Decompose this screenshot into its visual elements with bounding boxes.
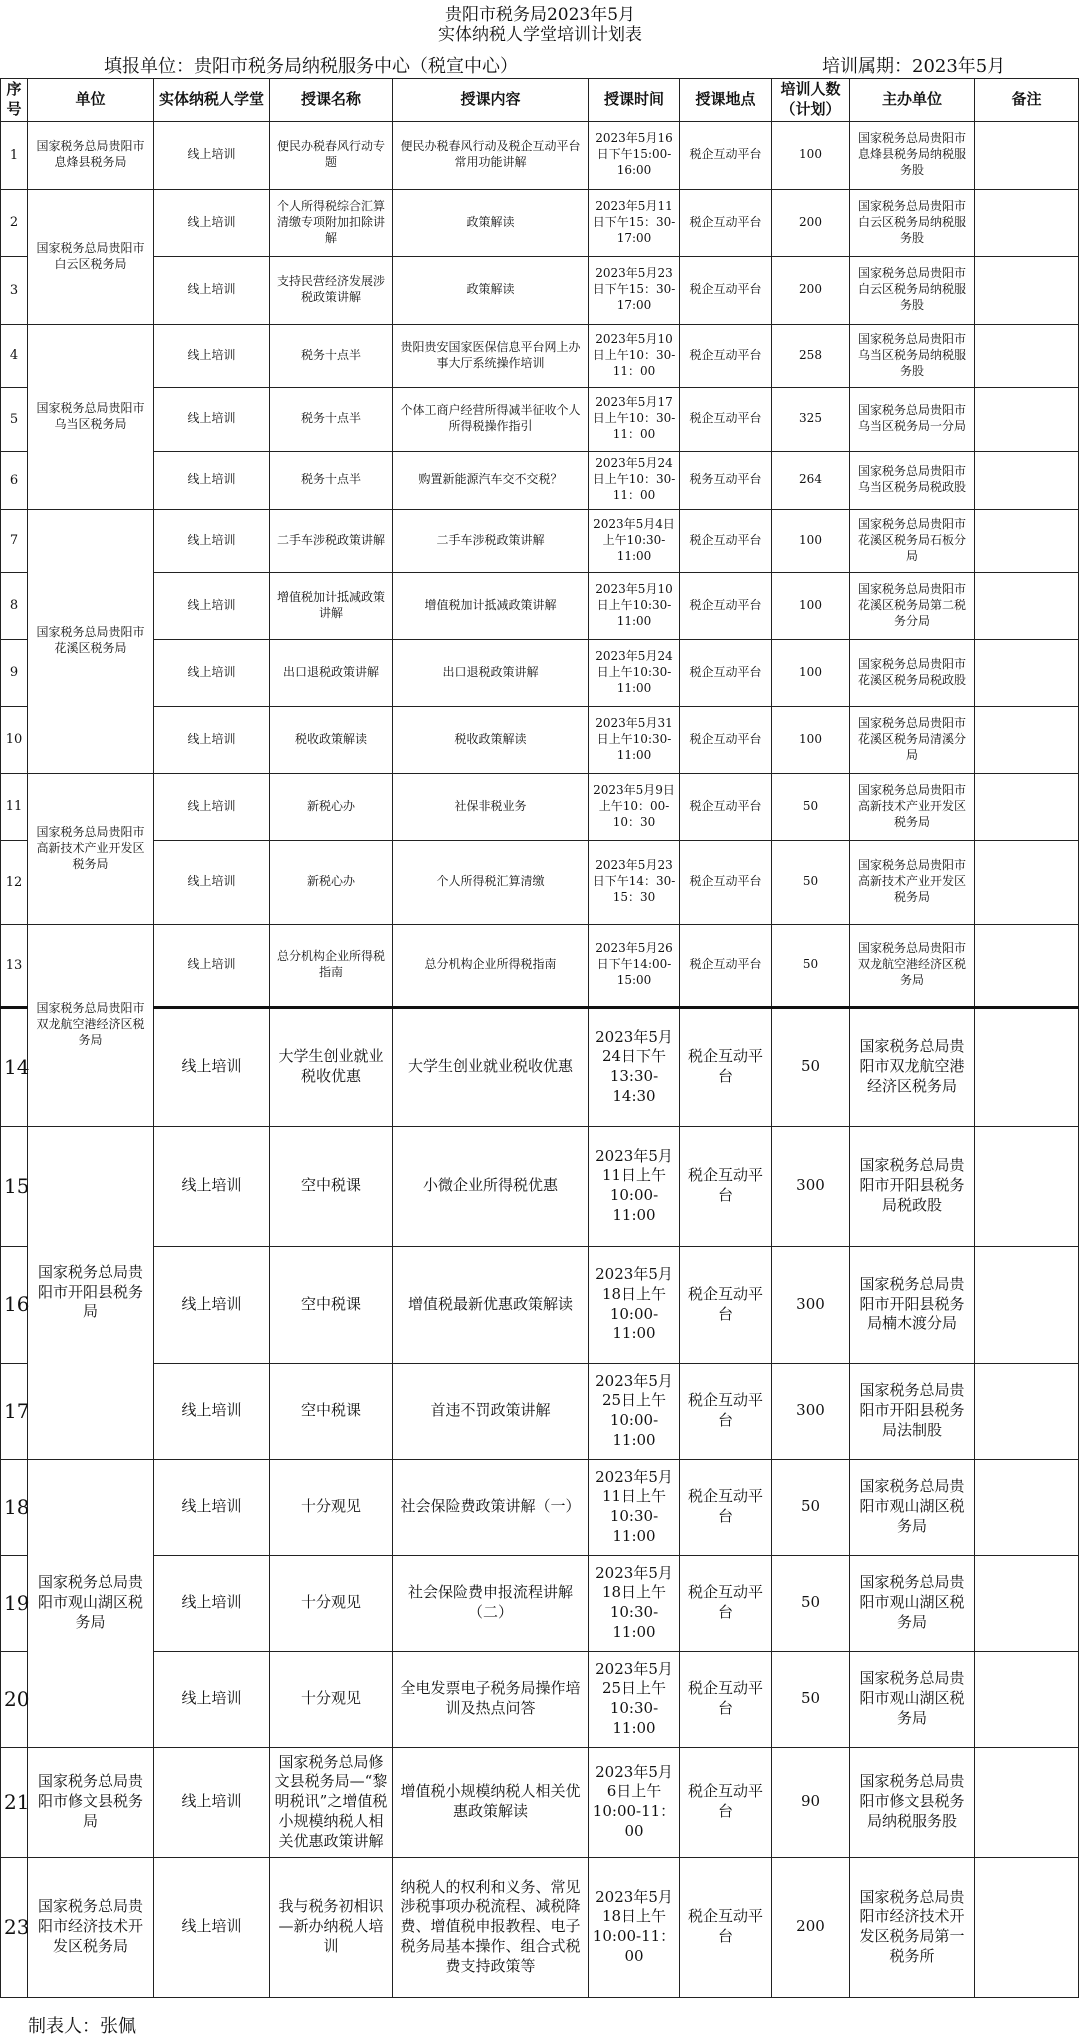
course-cell: 税收政策解读 (270, 706, 393, 773)
training-period: 培训属期：2023年5月 (822, 56, 1006, 77)
location-cell: 税企互动平台 (680, 1651, 772, 1747)
organizer-cell: 国家税务总局贵阳市开阳县税务局税政股 (850, 1126, 975, 1246)
location-cell: 税企互动平台 (680, 1246, 772, 1363)
location-cell: 税企互动平台 (680, 1747, 772, 1857)
time-cell: 2023年5月11日下午15：30-17:00 (589, 189, 680, 256)
header-school: 实体纳税人学堂 (154, 79, 270, 122)
header-location: 授课地点 (680, 79, 772, 122)
location-cell: 税企互动平台 (680, 706, 772, 773)
header-course: 授课名称 (270, 79, 393, 122)
course-cell: 税务十点半 (270, 387, 393, 451)
header-organizer: 主办单位 (850, 79, 975, 122)
remark-cell (975, 1246, 1079, 1363)
location-cell: 税企互动平台 (680, 509, 772, 572)
count-cell: 325 (772, 387, 850, 451)
time-cell: 2023年5月26日下午14:00-15:00 (589, 924, 680, 1007)
content-cell: 社保非税业务 (393, 773, 589, 840)
training-plan-table (0, 78, 1079, 1998)
location-cell: 税企互动平台 (680, 1126, 772, 1246)
school-cell: 线上培训 (154, 1126, 270, 1246)
organizer-cell: 国家税务总局贵阳市花溪区税务局税政股 (850, 639, 975, 706)
course-cell: 二手车涉税政策讲解 (270, 509, 393, 572)
course-cell: 十分观见 (270, 1555, 393, 1651)
time-cell: 2023年5月18日上午10:00-11:00 (589, 1246, 680, 1363)
location-cell: 税企互动平台 (680, 189, 772, 256)
time-cell: 2023年5月23日下午15：30-17:00 (589, 256, 680, 324)
content-cell: 购置新能源汽车交不交税？ (393, 451, 589, 509)
count-cell: 200 (772, 1857, 850, 1997)
location-cell: 税企互动平台 (680, 1857, 772, 1997)
content-cell: 增值税最新优惠政策解读 (393, 1246, 589, 1363)
header-row (1, 79, 1079, 122)
course-cell: 我与税务初相识—新办纳税人培训 (270, 1857, 393, 1997)
location-cell: 税企互动平台 (680, 572, 772, 639)
row-number: 18 (1, 1459, 28, 1555)
remark-cell (975, 572, 1079, 639)
row-number: 4 (1, 324, 28, 387)
row-number: 7 (1, 509, 28, 572)
content-cell: 税收政策解读 (393, 706, 589, 773)
title-line-1: 贵阳市税务局2023年5月 (444, 5, 636, 25)
row-number: 6 (1, 451, 28, 509)
time-cell: 2023年5月16日下午15:00-16:00 (589, 121, 680, 189)
organizer-cell: 国家税务总局贵阳市开阳县税务局法制股 (850, 1363, 975, 1459)
header-unit: 单位 (28, 79, 154, 122)
table-row (1, 387, 1079, 451)
course-cell: 支持民营经济发展涉税政策讲解 (270, 256, 393, 324)
course-cell: 新税心办 (270, 840, 393, 924)
course-cell: 总分机构企业所得税指南 (270, 924, 393, 1007)
row-number: 3 (1, 256, 28, 324)
school-cell: 线上培训 (154, 1246, 270, 1363)
unit-cell: 国家税务总局贵阳市修文县税务局 (28, 1747, 154, 1857)
table-row (1, 1126, 1079, 1246)
table-row (1, 1555, 1079, 1651)
content-cell: 全电发票电子税务局操作培训及热点问答 (393, 1651, 589, 1747)
content-cell: 个体工商户经营所得减半征收个人所得税操作指引 (393, 387, 589, 451)
unit-cell: 国家税务总局贵阳市乌当区税务局 (28, 324, 154, 509)
table-row (1, 1651, 1079, 1747)
time-cell: 2023年5月11日上午10:30-11:00 (589, 1459, 680, 1555)
time-cell: 2023年5月18日上午10:00-11：00 (589, 1857, 680, 1997)
location-cell: 税企互动平台 (680, 1363, 772, 1459)
organizer-cell: 国家税务总局贵阳市修文县税务局纳税服务股 (850, 1747, 975, 1857)
unit-cell: 国家税务总局贵阳市花溪区税务局 (28, 509, 154, 773)
unit-cell: 国家税务总局贵阳市高新技术产业开发区税务局 (28, 773, 154, 924)
time-cell: 2023年5月10日上午10:30-11:00 (589, 572, 680, 639)
table-row (1, 1246, 1079, 1363)
row-number: 9 (1, 639, 28, 706)
school-cell: 线上培训 (154, 1747, 270, 1857)
content-cell: 政策解读 (393, 256, 589, 324)
organizer-cell: 国家税务总局贵阳市花溪区税务局第二税务分局 (850, 572, 975, 639)
table-row (1, 840, 1079, 924)
remark-cell (975, 1651, 1079, 1747)
unit-cell: 国家税务总局贵阳市经济技术开发区税务局 (28, 1857, 154, 1997)
organizer-cell: 国家税务总局贵阳市乌当区税务局税政股 (850, 451, 975, 509)
remark-cell (975, 451, 1079, 509)
row-number: 5 (1, 387, 28, 451)
remark-cell (975, 840, 1079, 924)
time-cell: 2023年5月6日上午10:00-11：00 (589, 1747, 680, 1857)
course-cell: 新税心办 (270, 773, 393, 840)
unit-cell: 国家税务总局贵阳市观山湖区税务局 (28, 1459, 154, 1747)
content-cell: 总分机构企业所得税指南 (393, 924, 589, 1007)
content-cell: 首违不罚政策讲解 (393, 1363, 589, 1459)
remark-cell (975, 639, 1079, 706)
count-cell: 200 (772, 256, 850, 324)
row-number: 21 (1, 1747, 28, 1857)
time-cell: 2023年5月18日上午10:30-11:00 (589, 1555, 680, 1651)
school-cell: 线上培训 (154, 1857, 270, 1997)
row-number: 15 (1, 1126, 28, 1246)
unit-cell: 国家税务总局贵阳市开阳县税务局 (28, 1126, 154, 1459)
content-cell: 贵阳贵安国家医保信息平台网上办事大厅系统操作培训 (393, 324, 589, 387)
count-cell: 90 (772, 1747, 850, 1857)
course-cell: 空中税课 (270, 1363, 393, 1459)
count-cell: 100 (772, 572, 850, 639)
school-cell: 线上培训 (154, 572, 270, 639)
location-cell: 税企互动平台 (680, 1555, 772, 1651)
time-cell: 2023年5月23日下午14：30-15：30 (589, 840, 680, 924)
table-row (1, 324, 1079, 387)
organizer-cell: 国家税务总局贵阳市乌当区税务局一分局 (850, 387, 975, 451)
school-cell: 线上培训 (154, 121, 270, 189)
table-body (1, 121, 1079, 1997)
course-cell: 空中税课 (270, 1126, 393, 1246)
row-number: 12 (1, 840, 28, 924)
time-cell: 2023年5月10日上午10：30-11：00 (589, 324, 680, 387)
school-cell: 线上培训 (154, 1007, 270, 1126)
school-cell: 线上培训 (154, 1459, 270, 1555)
remark-cell (975, 1459, 1079, 1555)
organizer-cell: 国家税务总局贵阳市经济技术开发区税务局第一税务所 (850, 1857, 975, 1997)
organizer-cell: 国家税务总局贵阳市白云区税务局纳税服务股 (850, 189, 975, 256)
unit-cell: 国家税务总局贵阳市息烽县税务局 (28, 121, 154, 189)
table-row (1, 451, 1079, 509)
content-cell: 出口退税政策讲解 (393, 639, 589, 706)
table-row (1, 773, 1079, 840)
organizer-cell: 国家税务总局贵阳市乌当区税务局纳税服务股 (850, 324, 975, 387)
remark-cell (975, 121, 1079, 189)
header-no: 序号 (1, 79, 28, 122)
title-line-2: 实体纳税人学堂培训计划表 (438, 25, 642, 45)
row-number: 1 (1, 121, 28, 189)
count-cell: 100 (772, 639, 850, 706)
content-cell: 政策解读 (393, 189, 589, 256)
remark-cell (975, 509, 1079, 572)
organizer-cell: 国家税务总局贵阳市花溪区税务局石板分局 (850, 509, 975, 572)
remark-cell (975, 924, 1079, 1007)
table-row (1, 509, 1079, 572)
unit-cell: 国家税务总局贵阳市双龙航空港经济区税务局 (28, 924, 154, 1126)
count-cell: 100 (772, 706, 850, 773)
count-cell: 50 (772, 1459, 850, 1555)
count-cell: 50 (772, 1555, 850, 1651)
remark-cell (975, 1857, 1079, 1997)
row-number: 19 (1, 1555, 28, 1651)
content-cell: 纳税人的权利和义务、常见涉税事项办税流程、减税降费、增值税申报教程、电子税务局基本操作、组合式税费支持政策等 (393, 1857, 589, 1997)
school-cell: 线上培训 (154, 773, 270, 840)
reporting-unit: 填报单位：贵阳市税务局纳税服务中心（税宣中心） (104, 56, 518, 77)
remark-cell (975, 324, 1079, 387)
school-cell: 线上培训 (154, 1363, 270, 1459)
location-cell: 税企互动平台 (680, 121, 772, 189)
header-count: 培训人数（计划） (772, 79, 850, 122)
count-cell: 50 (772, 924, 850, 1007)
header-content: 授课内容 (393, 79, 589, 122)
time-cell: 2023年5月24日上午10:30-11:00 (589, 639, 680, 706)
organizer-cell: 国家税务总局贵阳市双龙航空港经济区税务局 (850, 924, 975, 1007)
school-cell: 线上培训 (154, 840, 270, 924)
school-cell: 线上培训 (154, 451, 270, 509)
content-cell: 便民办税春风行动及税企互动平台常用功能讲解 (393, 121, 589, 189)
organizer-cell: 国家税务总局贵阳市高新技术产业开发区税务局 (850, 840, 975, 924)
organizer-cell: 国家税务总局贵阳市白云区税务局纳税服务股 (850, 256, 975, 324)
remark-cell (975, 1555, 1079, 1651)
remark-cell (975, 1007, 1079, 1126)
table-row (1, 572, 1079, 639)
organizer-cell: 国家税务总局贵阳市观山湖区税务局 (850, 1555, 975, 1651)
remark-cell (975, 256, 1079, 324)
count-cell: 50 (772, 1007, 850, 1126)
content-cell: 社会保险费申报流程讲解（二） (393, 1555, 589, 1651)
row-number: 14 (1, 1007, 28, 1126)
time-cell: 2023年5月4日上午10:30-11:00 (589, 509, 680, 572)
location-cell: 税企互动平台 (680, 1459, 772, 1555)
course-cell: 税务十点半 (270, 324, 393, 387)
remark-cell (975, 387, 1079, 451)
time-cell: 2023年5月25日上午10:30-11:00 (589, 1651, 680, 1747)
school-cell: 线上培训 (154, 706, 270, 773)
count-cell: 300 (772, 1246, 850, 1363)
remark-cell (975, 773, 1079, 840)
row-number: 23 (1, 1857, 28, 1997)
course-cell: 十分观见 (270, 1651, 393, 1747)
count-cell: 100 (772, 121, 850, 189)
header-remark: 备注 (975, 79, 1079, 122)
location-cell: 税企互动平台 (680, 840, 772, 924)
table-row (1, 189, 1079, 256)
row-number: 11 (1, 773, 28, 840)
content-cell: 小微企业所得税优惠 (393, 1126, 589, 1246)
row-number: 2 (1, 189, 28, 256)
time-cell: 2023年5月17日上午10：30-11：00 (589, 387, 680, 451)
school-cell: 线上培训 (154, 387, 270, 451)
location-cell: 税企互动平台 (680, 256, 772, 324)
content-cell: 大学生创业就业税收优惠 (393, 1007, 589, 1126)
course-cell: 十分观见 (270, 1459, 393, 1555)
content-cell: 二手车涉税政策讲解 (393, 509, 589, 572)
remark-cell (975, 1126, 1079, 1246)
location-cell: 税企互动平台 (680, 387, 772, 451)
school-cell: 线上培训 (154, 189, 270, 256)
course-cell: 便民办税春风行动专题 (270, 121, 393, 189)
count-cell: 264 (772, 451, 850, 509)
count-cell: 100 (772, 509, 850, 572)
content-cell: 增值税小规模纳税人相关优惠政策解读 (393, 1747, 589, 1857)
count-cell: 50 (772, 840, 850, 924)
course-cell: 大学生创业就业税收优惠 (270, 1007, 393, 1126)
course-cell: 个人所得税综合汇算清缴专项附加扣除讲解 (270, 189, 393, 256)
count-cell: 50 (772, 773, 850, 840)
course-cell: 出口退税政策讲解 (270, 639, 393, 706)
school-cell: 线上培训 (154, 256, 270, 324)
school-cell: 线上培训 (154, 1651, 270, 1747)
location-cell: 税企互动平台 (680, 324, 772, 387)
time-cell: 2023年5月24日上午10：30-11：00 (589, 451, 680, 509)
course-cell: 国家税务总局修文县税务局—“黎明税讯”之增值税小规模纳税人相关优惠政策讲解 (270, 1747, 393, 1857)
count-cell: 300 (772, 1363, 850, 1459)
unit-cell: 国家税务总局贵阳市白云区税务局 (28, 189, 154, 324)
school-cell: 线上培训 (154, 509, 270, 572)
organizer-cell: 国家税务总局贵阳市观山湖区税务局 (850, 1459, 975, 1555)
organizer-cell: 国家税务总局贵阳市花溪区税务局清溪分局 (850, 706, 975, 773)
school-cell: 线上培训 (154, 324, 270, 387)
table-row (1, 706, 1079, 773)
table-row (1, 924, 1079, 1007)
table-row (1, 1363, 1079, 1459)
footer-tabulator: 制表人：张佩 (28, 2016, 136, 2037)
table-row (1, 1857, 1079, 1997)
remark-cell (975, 1363, 1079, 1459)
count-cell: 50 (772, 1651, 850, 1747)
content-cell: 社会保险费政策讲解（一） (393, 1459, 589, 1555)
location-cell: 税企互动平台 (680, 924, 772, 1007)
course-cell: 税务十点半 (270, 451, 393, 509)
header-time: 授课时间 (589, 79, 680, 122)
table-row (1, 1747, 1079, 1857)
count-cell: 258 (772, 324, 850, 387)
time-cell: 2023年5月25日上午10:00-11:00 (589, 1363, 680, 1459)
location-cell: 税企互动平台 (680, 639, 772, 706)
time-cell: 2023年5月11日上午10:00-11:00 (589, 1126, 680, 1246)
organizer-cell: 国家税务总局贵阳市高新技术产业开发区税务局 (850, 773, 975, 840)
location-cell: 税企互动平台 (680, 773, 772, 840)
course-cell: 空中税课 (270, 1246, 393, 1363)
row-number: 20 (1, 1651, 28, 1747)
school-cell: 线上培训 (154, 1555, 270, 1651)
content-cell: 个人所得税汇算清缴 (393, 840, 589, 924)
time-cell: 2023年5月31日上午10:30-11:00 (589, 706, 680, 773)
organizer-cell: 国家税务总局贵阳市观山湖区税务局 (850, 1651, 975, 1747)
row-number: 8 (1, 572, 28, 639)
row-number: 17 (1, 1363, 28, 1459)
count-cell: 200 (772, 189, 850, 256)
course-cell: 增值税加计抵减政策讲解 (270, 572, 393, 639)
school-cell: 线上培训 (154, 639, 270, 706)
time-cell: 2023年5月9日上午10：00-10：30 (589, 773, 680, 840)
location-cell: 税企互动平台 (680, 1007, 772, 1126)
content-cell: 增值税加计抵减政策讲解 (393, 572, 589, 639)
table-row (1, 1007, 1079, 1126)
row-number: 10 (1, 706, 28, 773)
organizer-cell: 国家税务总局贵阳市双龙航空港经济区税务局 (850, 1007, 975, 1126)
table-row (1, 639, 1079, 706)
time-cell: 2023年5月24日下午13:30-14:30 (589, 1007, 680, 1126)
table-row (1, 121, 1079, 189)
school-cell: 线上培训 (154, 924, 270, 1007)
table-row (1, 1459, 1079, 1555)
count-cell: 300 (772, 1126, 850, 1246)
row-number: 13 (1, 924, 28, 1007)
remark-cell (975, 1747, 1079, 1857)
remark-cell (975, 189, 1079, 256)
organizer-cell: 国家税务总局贵阳市开阳县税务局楠木渡分局 (850, 1246, 975, 1363)
table-row (1, 256, 1079, 324)
remark-cell (975, 706, 1079, 773)
row-number: 16 (1, 1246, 28, 1363)
organizer-cell: 国家税务总局贵阳市息烽县税务局纳税服务股 (850, 121, 975, 189)
location-cell: 税务互动平台 (680, 451, 772, 509)
